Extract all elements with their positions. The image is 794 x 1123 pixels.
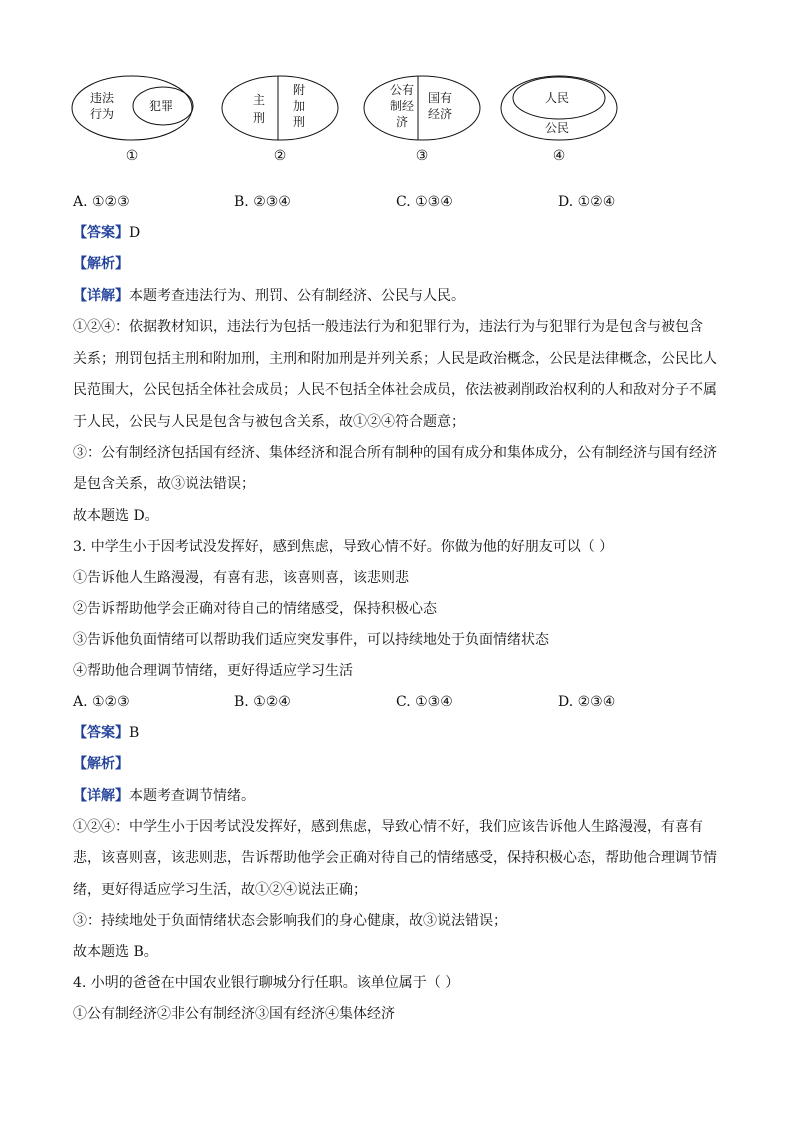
q2-line-7: 故本题选 D。 [73,508,159,524]
diagram-3-right-line1: 国有 [428,91,453,105]
diagram-2-label: ② [273,148,287,164]
q2-line-2: 关系；刑罚包括主刑和附加刑，主刑和附加刑是并列关系；人民是政治概念，公民是法律概念，公民比人 [73,351,717,367]
diagram-1 [72,76,193,140]
diagram-2-left-line1: 主 [253,93,266,107]
q3-item-2: ②告诉帮助他学会正确对待自己的情绪感受，保持积极心态 [73,601,437,617]
diagram-3-right-line2: 经济 [428,107,453,121]
q3-analysis [73,754,129,774]
diagram-4 [501,76,617,140]
diagram-3 [364,76,480,140]
diagram-4-outer: 公民 [545,121,570,135]
q2-option-b: B. ②③④ [234,194,291,210]
q3-detail-intro: 本题考查调节情绪。 [129,788,255,804]
q2-detail-intro: 本题考查违法行为、刑罚、公有制经济、公民与人民。 [129,288,465,304]
diagram-2-right-line2: 加 [293,99,306,113]
q3-detail-tag: 【详解】 [73,788,129,804]
q3-stem: 3. 中学生小于因考试没发挥好，感到焦虑，导致心情不好。你做为他的好朋友可以（ ） [73,539,614,555]
diagram-2-left-line2: 刑 [253,111,266,125]
q3-line-3: 绪，更好得适应学习生活，故①②④说法正确； [73,882,367,898]
q2-detail-tag: 【详解】 [73,288,129,304]
q3-line-2: 悲，该喜则喜，该悲则悲，告诉帮助他学会正确对待自己的情绪感受，保持积极心态，帮助他合理调节情 [73,850,717,866]
q4-items: ①公有制经济②非公有制经济③国有经济④集体经济 [73,1006,395,1022]
diagram-3-left-line2: 制经 [390,99,415,113]
q2-option-a: A. ①②③ [73,194,130,210]
q2-line-5: ③：公有制经济包括国有经济、集体经济和混合所有制种的国有成分和集体成分，公有制经济与国有经济 [73,445,717,461]
q2-line-3: 民范围大，公民包括全体社会成员；人民不包括全体社会成员，依法被剥削政治权利的人和敌对分子不属 [73,382,717,398]
q3-line-1: ①②④：中学生小于因考试没发挥好，感到焦虑，导致心情不好，我们应该告诉他人生路漫漫，有喜有 [73,819,703,835]
q2-detail [73,286,465,306]
q3-option-a: A. ①②③ [73,694,130,710]
q2-analysis [73,254,129,274]
q3-option-d: D. ②③④ [558,694,616,710]
q2-answer [73,223,140,243]
diagram-2 [222,76,338,140]
q2-answer-value: D [129,225,141,241]
diagram-3-left-line1: 公有 [390,83,415,97]
q2-line-4: 于人民，公民与人民是包含与被包含关系，故①②④符合题意； [73,414,465,430]
diagram-3-label: ③ [415,148,429,164]
diagram-1-label: ① [125,148,139,164]
diagram-1-outer-line1: 违法 [90,91,115,105]
q3-analysis-tag: 【解析】 [73,756,129,772]
q3-line-4: ③：持续地处于负面情绪状态会影响我们的身心健康，故③说法错误； [73,913,507,929]
diagram-2-right-line3: 刑 [293,115,306,129]
q2-analysis-tag: 【解析】 [73,256,129,272]
diagram-3-left-line3: 济 [396,115,409,129]
q3-item-4: ④帮助他合理调节情绪，更好得适应学习生活 [73,663,353,679]
q3-answer [73,723,139,743]
q3-option-c: C. ①③④ [396,694,453,710]
q3-answer-value: B [129,725,140,741]
diagram-4-inner: 人民 [545,91,570,105]
q2-line-6: 是包含关系，故③说法错误； [73,476,255,492]
concept-diagrams [60,74,660,174]
diagram-2-right-line1: 附 [293,83,306,97]
q2-option-d: D. ①②④ [558,194,616,210]
q3-line-5: 故本题选 B。 [73,944,158,960]
q3-option-b: B. ①②④ [234,694,291,710]
q4-stem: 4. 小明的爸爸在中国农业银行聊城分行任职。该单位属于（ ） [73,975,460,991]
q3-answer-tag: 【答案】 [73,725,129,741]
q2-option-c: C. ①③④ [396,194,453,210]
q3-item-1: ①告诉他人生路漫漫，有喜有悲，该喜则喜，该悲则悲 [73,570,409,586]
q2-answer-tag: 【答案】 [73,225,129,241]
q3-detail [73,786,255,806]
diagram-1-outer-line2: 行为 [90,107,115,121]
diagram-4-label: ④ [552,148,566,164]
q3-item-3: ③告诉他负面情绪可以帮助我们适应突发事件，可以持续地处于负面情绪状态 [73,632,549,648]
diagram-1-inner: 犯罪 [149,99,174,113]
q2-line-1: ①②④：依据教材知识，违法行为包括一般违法行为和犯罪行为，违法行为与犯罪行为是包含与被包含 [73,319,703,335]
